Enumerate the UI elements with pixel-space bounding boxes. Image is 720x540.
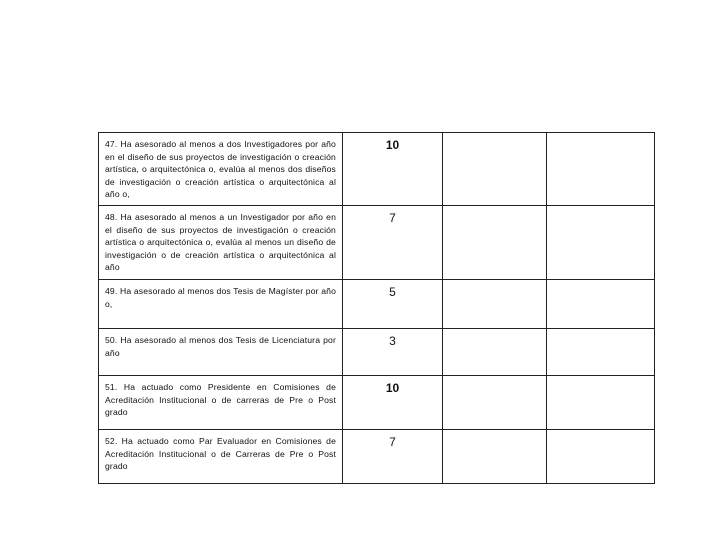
- empty-cell: [547, 328, 655, 375]
- empty-cell: [547, 205, 655, 279]
- table-row: [99, 375, 655, 429]
- table-row: [99, 133, 655, 206]
- criterion-text: 48. Ha asesorado al menos a un Investigador por año en el diseño de sus proyectos de investigación o creación artística o arquitectónica o, evalúa al menos un diseño de investigación o de creación artística o arquitectónica al año: [99, 205, 343, 279]
- empty-cell: [443, 328, 547, 375]
- criterion-text: 50. Ha asesorado al menos dos Tesis de Licenciatura por año: [99, 328, 343, 375]
- empty-cell: [443, 279, 547, 328]
- criterion-text: 51. Ha actuado como Presidente en Comisiones de Acreditación Institucional o de carreras de Pre o Post grado: [99, 375, 343, 429]
- table-row: [99, 205, 655, 279]
- criterion-score: 10: [343, 133, 443, 206]
- criteria-table: [98, 132, 655, 484]
- empty-cell: [547, 133, 655, 206]
- empty-cell: [443, 375, 547, 429]
- criterion-text: 52. Ha actuado como Par Evaluador en Comisiones de Acreditación Institucional o de Carreras de Pre o Post grado: [99, 429, 343, 483]
- empty-cell: [443, 429, 547, 483]
- empty-cell: [547, 279, 655, 328]
- empty-cell: [443, 205, 547, 279]
- empty-cell: [547, 375, 655, 429]
- criterion-score: 7: [343, 429, 443, 483]
- criterion-score: 3: [343, 328, 443, 375]
- criterion-text: 49. Ha asesorado al menos dos Tesis de Magíster por año o,: [99, 279, 343, 328]
- table-row: [99, 429, 655, 483]
- table-row: [99, 328, 655, 375]
- criterion-score: 7: [343, 205, 443, 279]
- criterion-score: 5: [343, 279, 443, 328]
- empty-cell: [547, 429, 655, 483]
- criterion-text: 47. Ha asesorado al menos a dos Investigadores por año en el diseño de sus proyectos de investigación o creación artística, o arquitectónica o, evalúa al menos dos diseños de investigación o creación artística o arquitectónica al año o,: [99, 133, 343, 206]
- table-row: [99, 279, 655, 328]
- empty-cell: [443, 133, 547, 206]
- criterion-score: 10: [343, 375, 443, 429]
